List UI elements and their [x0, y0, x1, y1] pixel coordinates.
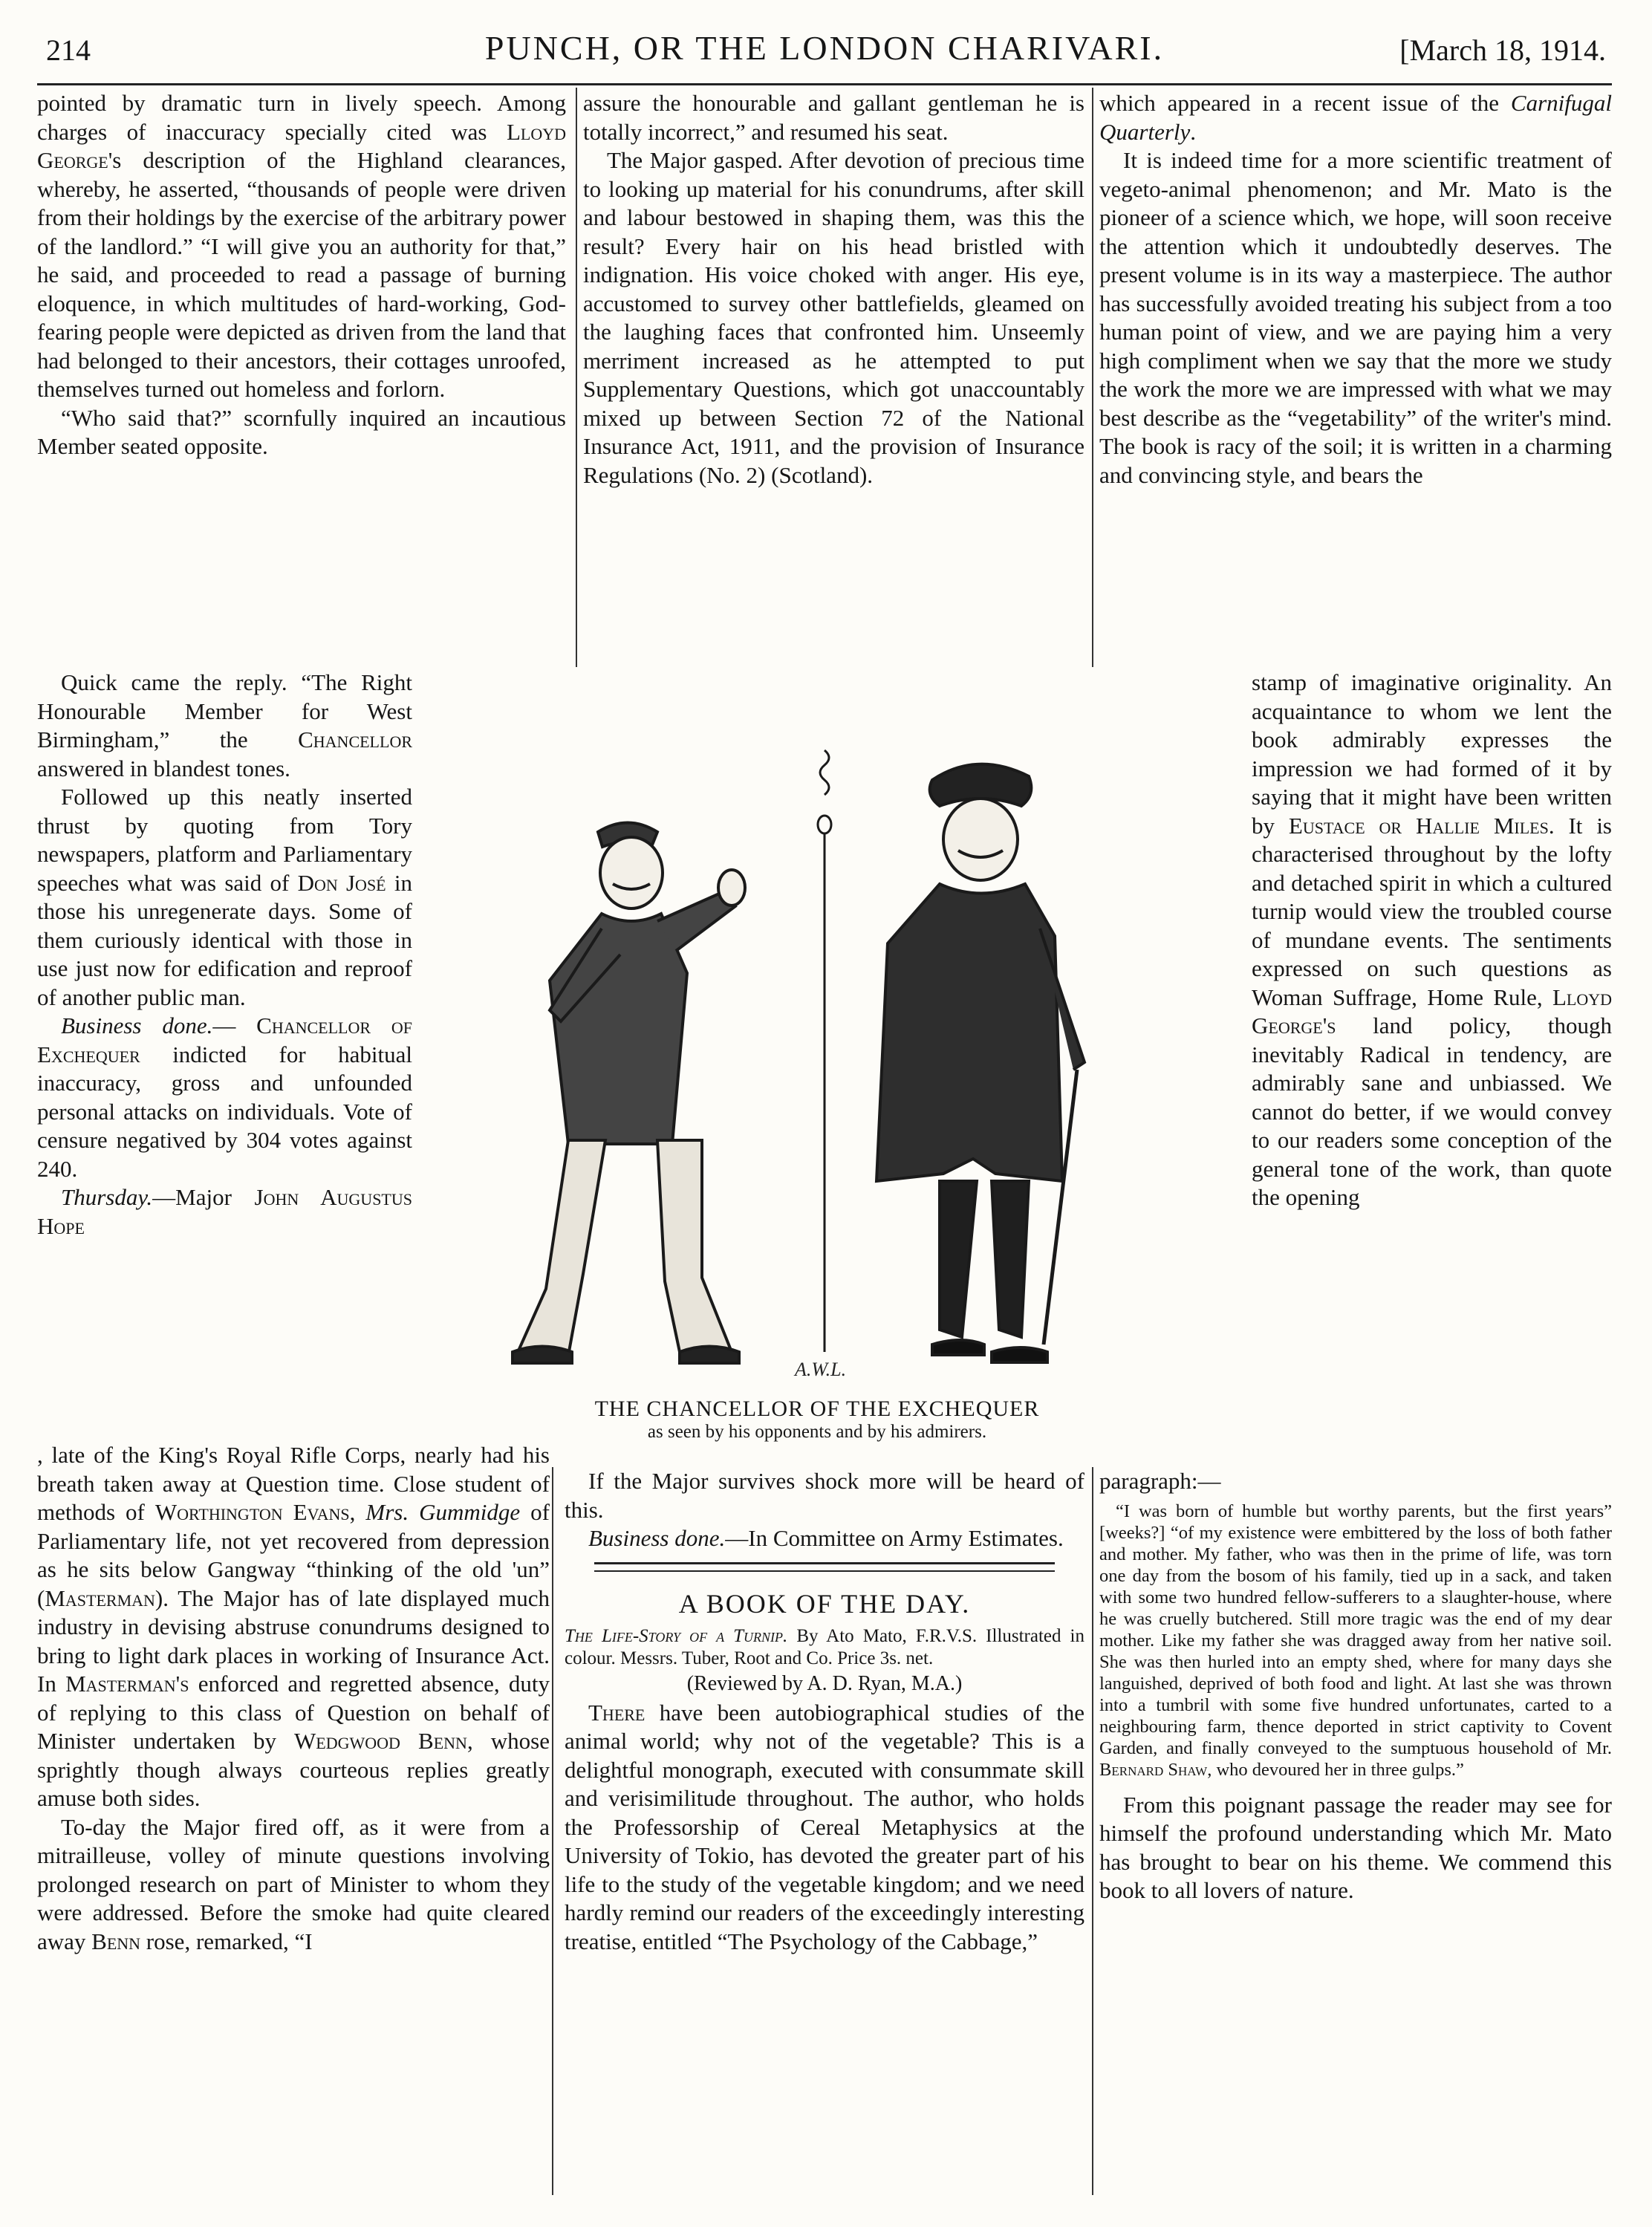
paragraph: If the Major survives shock more will be heard of this.	[565, 1468, 1084, 1523]
drop-word: There	[588, 1699, 645, 1726]
figure-opponents-view	[513, 823, 745, 1364]
text-run: To-day the Major fired off, as it were from a mitrailleuse, volley of minute questions involving prolonged research on part of Minister to whom they were addressed. Before the smoke had quite cleared away	[37, 1813, 550, 1954]
column-2-upper	[583, 89, 1084, 490]
name-masterman: Masterman	[45, 1584, 155, 1611]
reviewer-line: (Reviewed by A. D. Ryan, M.A.)	[686, 1672, 963, 1695]
name-john-augustus-hope: John Augustus Hope	[37, 1184, 412, 1239]
header-rule	[37, 83, 1612, 85]
text-run: have been autobiographical studies of the animal world; why not of the vegetable? This is a delightful monograph, executed with consummate skill and verisimilitude throughout. The author, who holds the Professorship of Cereal Metaphysics at the University of Tokio, has devoted the greater part of his life to the study of the vegetable kingdom; and we need hardly remind our readers of the exceedingly interesting treatise, entitled “The Psychology of the Cabbage,”	[565, 1699, 1084, 1954]
text-run: answered in blandest tones.	[37, 755, 290, 781]
day-label: Thursday.	[61, 1184, 153, 1210]
name-chancellor-exchequer: — Chancellor of Exchequer	[37, 1012, 413, 1067]
column-1-lower	[37, 1441, 550, 1956]
column-rule-1-top	[576, 88, 577, 667]
book-title: The Life-Story of a Turnip.	[565, 1626, 788, 1646]
text-run: rose, remarked, “I	[140, 1928, 313, 1954]
text-run: —In Committee on Army Estimates.	[725, 1525, 1064, 1551]
name-mrs-gummidge: Mrs. Gummidge	[365, 1499, 521, 1525]
text-run: of Parliamentary life, not yet recovered from depression as he sits below Gangway “thinking of the old 'un” (	[37, 1499, 550, 1611]
column-3-lower	[1099, 1467, 1612, 1905]
column-3-narrow	[1252, 669, 1612, 1212]
text-run: enforced and regretted absence, duty of replying to this class of Question on behalf of Minister undertaken by	[37, 1671, 550, 1754]
text-run: 's description of the Highland clearances, whereby, he asserted, “thousands of people were driven from their holdings by the exercise of the arbitrary power of the landlord.” “I will give you an authority for that,” he said, and proceeded to read a passage of burning eloquence, in which multitudes of hard-working, God-fearing people were depicted as driven from the land that had belonged to their ancestors, their cottages unroofed, themselves turned out homeless and forlorn.	[37, 147, 566, 402]
book-details: By Ato Mato, F.R.V.S. Illustrated in colour. Messrs. Tuber, Root and Co. Price 3s. net.	[565, 1626, 1084, 1668]
name-lloyd-george: Lloyd George's	[1252, 984, 1612, 1038]
column-1-narrow	[37, 669, 412, 1241]
name-lloyd-george: Lloyd George	[37, 118, 566, 173]
text-run: , who devoured her in three gulps.”	[1207, 1759, 1464, 1780]
name-benn: Benn	[91, 1928, 141, 1954]
cartoon-illustration	[420, 735, 1222, 1389]
text-run: Quick came the reply. “The Right Honourable Member for West Birmingham,” the	[37, 669, 412, 752]
section-heading: A BOOK OF THE DAY.	[678, 1588, 971, 1619]
text-run: .	[1190, 118, 1197, 145]
cartoon-caption	[453, 1397, 1181, 1443]
page-number: 214	[46, 33, 91, 67]
text-run: —Major	[152, 1184, 255, 1210]
paragraph: “Who said that?” scornfully inquired an incautious Member seated opposite.	[37, 404, 566, 459]
name-don-jose: Don José	[297, 869, 386, 896]
name-eustace-hallie-miles: Eustace or Hallie Miles	[1288, 812, 1549, 839]
caption-subtitle: as seen by his opponents and by his admirers.	[647, 1422, 987, 1442]
column-1-upper	[37, 89, 566, 461]
paragraph: The Major gasped. After devotion of precious time to looking up material for his conundrums, after skill and labour bestowed in shaping them, was this the result? Every hair on his head bristled with indignation. His voice choked with anger. His eye, accustomed to survey other battlefields, gleamed on the laughing faces that confronted him. Unseemly merriment increased as he attempted to put Supplementary Questions, which got unaccountably mixed up between Section 72 of the National Insurance Act, 1911, and the provision of Insurance Regulations (No. 2) (Scotland).	[583, 147, 1084, 488]
column-2-lower	[565, 1467, 1084, 1956]
page-header	[37, 22, 1612, 74]
pole	[818, 750, 831, 1352]
journal-title: Carnifugal Quarterly	[1099, 90, 1612, 145]
section-divider	[594, 1562, 1055, 1572]
text-run: , late of the King's Royal Rifle Corps, nearly had his breath taken away at Question time. Close student of methods of	[37, 1442, 550, 1525]
text-run: stamp of imaginative originality. An acquaintance to whom we lent the book admirably expresses the impression we had formed of it by saying that it might have been written by	[1252, 669, 1612, 839]
name-chancellor: Chancellor	[298, 726, 412, 752]
cartoon-drawing	[420, 735, 1222, 1389]
column-3-upper	[1099, 89, 1612, 490]
column-rule-2-bottom	[1092, 1467, 1093, 2195]
name-masterman: Masterman's	[65, 1671, 189, 1697]
cartoon-signature: A.W.L.	[795, 1359, 847, 1380]
publication-title: PUNCH, OR THE LONDON CHARIVARI.	[484, 29, 1165, 67]
name-wedgwood-benn: Wedgwood Benn	[294, 1728, 467, 1754]
text-run: ,	[349, 1499, 366, 1525]
paragraph-end: paragraph:—	[1099, 1468, 1221, 1494]
name-bernard-shaw: Bernard Shaw	[1099, 1759, 1208, 1780]
issue-date: [March 18, 1914.	[1399, 33, 1606, 67]
figure-admirers-view	[877, 764, 1084, 1362]
paragraph: From this poignant passage the reader may see for himself the profound understanding which Mr. Mato has brought to bear on his theme. We commend this book to all lovers of nature.	[1099, 1791, 1612, 1903]
business-done-label: Business done.	[61, 1012, 213, 1038]
text-run: indicted for habitual inaccuracy, gross and unfounded personal attacks on individuals. Vote of censure negatived by 304 votes against 240.	[37, 1041, 412, 1182]
name-worthington-evans: Worthington Evans	[155, 1499, 350, 1525]
caption-title: THE CHANCELLOR OF THE EXCHEQUER	[594, 1397, 1040, 1421]
quoted-passage	[1099, 1501, 1612, 1781]
text-run: which appeared in a recent issue of the	[1099, 90, 1511, 116]
text-run: ). The Major has of late displayed much industry in devising abstruse conundrums designed to bring to light dark places in working of Insurance Act. In	[37, 1584, 550, 1697]
business-done-label: Business done.	[588, 1525, 726, 1551]
text-run: land policy, though inevitably Radical in tendency, are admirably sane and unbiassed. We cannot do better, if we would convey to our readers some conception of the general tone of the work, than quote the opening	[1252, 1012, 1612, 1210]
text-run: in those his unregenerate days. Some of them curiously identical with those in use just now for edification and reproof of another public man.	[37, 869, 412, 1010]
paragraph: assure the honourable and gallant gentleman he is totally incorrect,” and resumed his seat.	[583, 90, 1084, 145]
column-rule-2-top	[1092, 88, 1093, 667]
text-run: , whose sprightly though always courteous replies greatly amuse both sides.	[37, 1728, 550, 1811]
text-run: Followed up this neatly inserted thrust by quoting from Tory newspapers, platform and Parliamentary speeches what was said of	[37, 784, 412, 896]
text-run: pointed by dramatic turn in lively speech. Among charges of inaccuracy specially cited was	[37, 90, 566, 145]
text-run: “I was born of humble but worthy parents, but the first years” [weeks?] “of my existence were embittered by the loss of both father and mother. My father, who was then in the prime of life, was torn one day from the bosom of his family, tied up in a sack, and taken with some two hundred fellow-sufferers to a slaughter-house, where he was cruelly butchered. Still more tragic was the end of my dear mother. Like my father she was dragged away from her native soil. She was then hurled into an empty shed, where for many days she languished, deprived of both food and light. At last she was thrown into a tumbril with some five hundred unfortunates, carted to a neighbouring farm, thence deported in strict captivity to Covent Garden, and finally conveyed to the sumptuous household of Mr.	[1099, 1501, 1612, 1758]
text-run: . It is characterised throughout by the lofty and detached spirit in which a cultured turnip would view the troubled course of mundane events. The sentiments expressed on such questions as Woman Suffrage, Home Rule,	[1252, 812, 1612, 1010]
paragraph: It is indeed time for a more scientific treatment of vegeto-animal phenomenon; and Mr. Mato is the pioneer of a science which, we hope, will soon receive the attention which it undoubtedly deserves. The present volume is in its way a masterpiece. The author has successfully avoided treating his subject from a too human point of view, and we are paying him a very high compliment when we say that the more we study the work the more we are impressed with what we may best describe as the “vegetability” of the writer's mind. The book is racy of the soil; it is written in a charming and convincing style, and bears the	[1099, 147, 1612, 488]
column-rule-1-bottom	[552, 1467, 553, 2195]
